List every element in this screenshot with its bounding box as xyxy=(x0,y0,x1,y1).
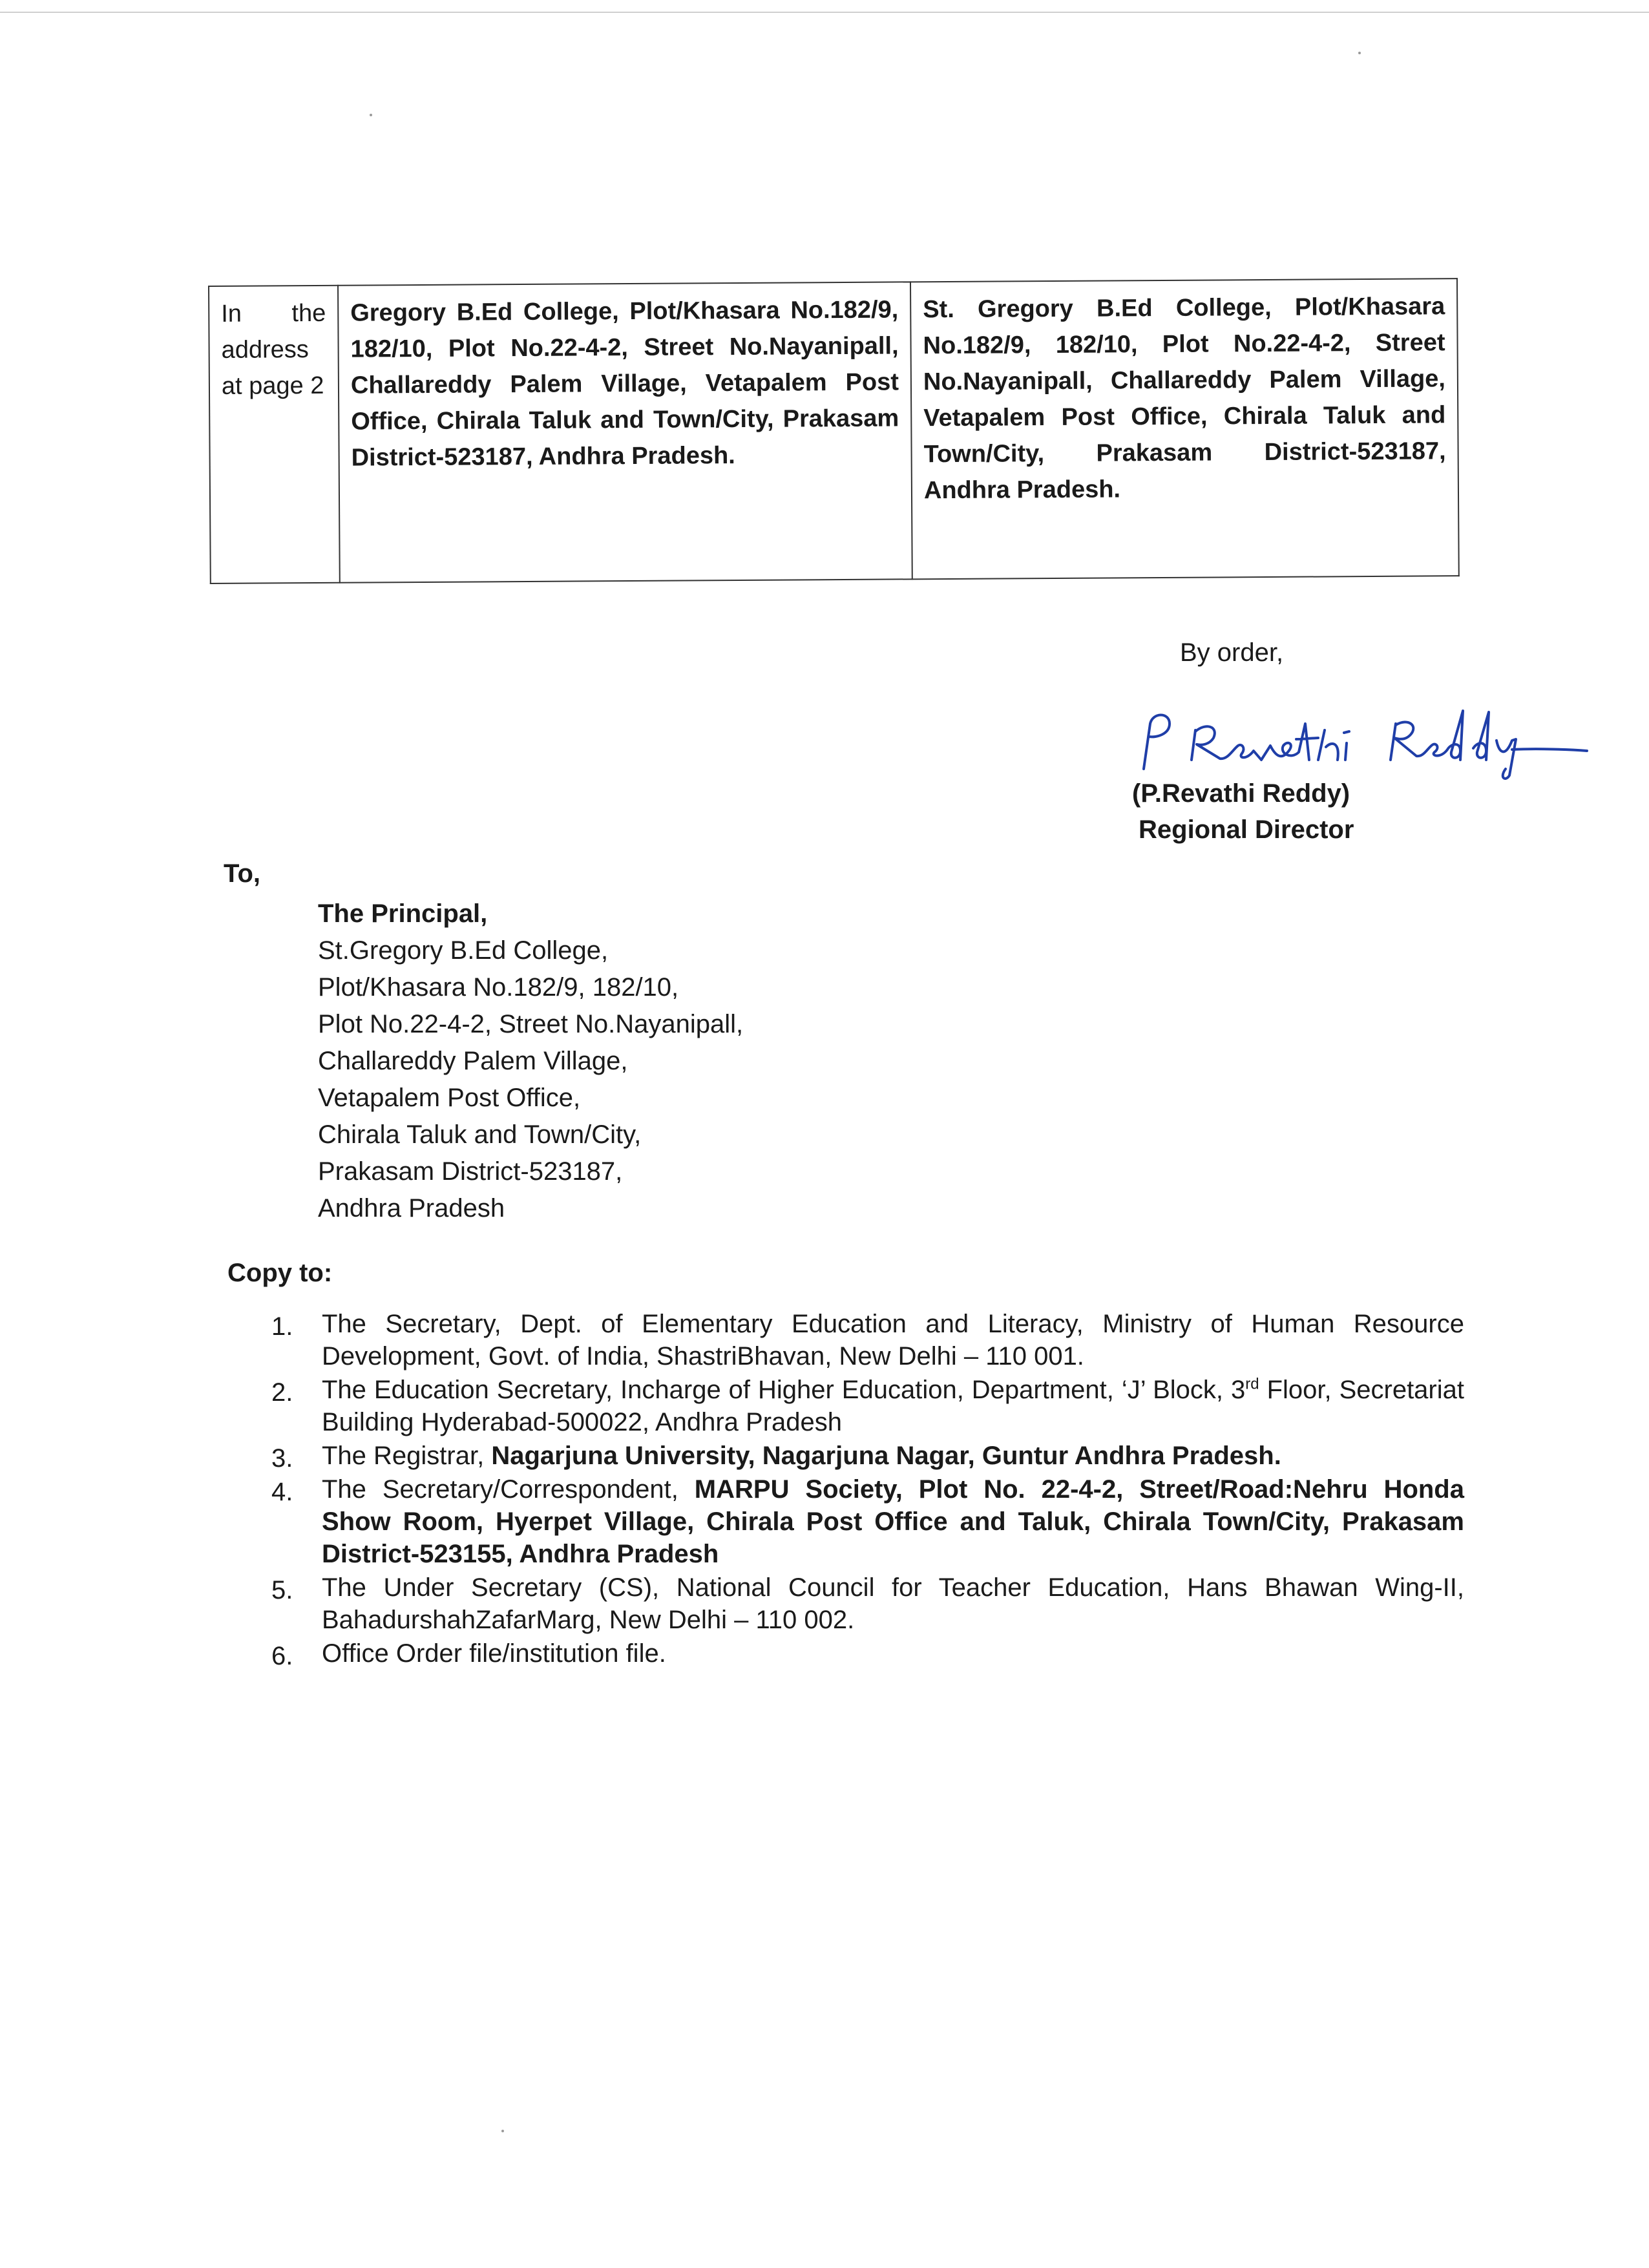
list-item-number: 2. xyxy=(271,1378,293,1407)
list-item-text: The Secretary, Dept. of Elementary Education and Literacy, Ministry of Human Resource Development, Govt. of India, ShastriBhavan, New Delhi – 110 001. xyxy=(322,1310,1464,1370)
list-item xyxy=(271,1440,1464,1472)
list-item xyxy=(271,1374,1464,1438)
list-item-text: The Registrar, xyxy=(322,1442,492,1470)
list-item-number: 1. xyxy=(271,1312,293,1341)
by-order-text: By order, xyxy=(1180,638,1284,667)
addressee-block xyxy=(318,896,743,1227)
address-line: St.Gregory B.Ed College, xyxy=(318,936,609,965)
list-item-number: 5. xyxy=(271,1576,293,1604)
scan-top-edge xyxy=(0,12,1649,13)
signatory-designation: Regional Director xyxy=(1139,815,1354,844)
handwritten-signature xyxy=(1124,698,1590,782)
list-item xyxy=(271,1637,1464,1670)
scan-speck xyxy=(1358,52,1361,54)
scan-speck xyxy=(370,114,372,116)
copy-to-label: Copy to: xyxy=(227,1259,333,1287)
list-item-text: The Under Secretary (CS), National Council for Teacher Education, Hans Bhawan Wing-II, BahadurshahZafarMarg, New Delhi – 110 002. xyxy=(322,1573,1464,1634)
list-item xyxy=(271,1308,1464,1372)
to-label: To, xyxy=(224,859,261,888)
original-address-cell: Gregory B.Ed College, Plot/Khasara No.182/9, 182/10, Plot No.22-4-2, Street No.Nayanipall, Challareddy Palem Village, Vetapalem Post Office, Chirala Taluk and Town/City, Prakasam District-523187, Andhra Pradesh. xyxy=(338,282,912,582)
address-line: Plot/Khasara No.182/9, 182/10, xyxy=(318,973,679,1002)
list-item xyxy=(271,1473,1464,1570)
list-item-bold-text: Nagarjuna University, Nagarjuna Nagar, Guntur Andhra Pradesh. xyxy=(491,1442,1281,1470)
address-line: Prakasam District-523187, xyxy=(318,1157,623,1186)
list-item-text: Floor, Secretariat Building Hyderabad-500022, Andhra Pradesh xyxy=(322,1376,1464,1436)
correction-location-cell: In the address at page 2 xyxy=(209,286,340,583)
scan-speck xyxy=(501,2130,504,2132)
correction-table xyxy=(208,278,1460,584)
list-item-number: 3. xyxy=(271,1444,293,1473)
list-item-number: 4. xyxy=(271,1478,293,1506)
corrected-address-cell: St. Gregory B.Ed College, Plot/Khasara No.182/9, 182/10, Plot No.22-4-2, Street No.Nayanipall, Challareddy Palem Village, Vetapalem Post Office, Chirala Taluk and Town/City, Prakasam District-523187, Andhra Pradesh. xyxy=(910,278,1459,579)
address-line: Andhra Pradesh xyxy=(318,1194,505,1223)
list-item-bold-text: MARPU Society, Plot No. 22-4-2, Street/Road:Nehru Honda Show Room, Hyerpet Village, Chirala Post Office and Taluk, Chirala Town/City, Prakasam District-523155, Andhra Pradesh xyxy=(322,1475,1464,1568)
address-line: Chirala Taluk and Town/City, xyxy=(318,1120,642,1149)
address-line: Challareddy Palem Village, xyxy=(318,1047,628,1075)
list-item-number: 6. xyxy=(271,1642,293,1670)
signatory-name: (P.Revathi Reddy) xyxy=(1132,779,1350,808)
list-item xyxy=(271,1571,1464,1636)
addressee-title: The Principal, xyxy=(318,899,488,928)
list-item-text: The Education Secretary, Incharge of Higher Education, Department, ‘J’ Block, 3 xyxy=(322,1376,1246,1404)
list-item-text: The Secretary/Correspondent, xyxy=(322,1475,695,1504)
ordinal-suffix: rd xyxy=(1245,1375,1259,1393)
copy-to-list xyxy=(271,1308,1464,1671)
list-item-text: Office Order file/institution file. xyxy=(322,1639,666,1668)
address-line: Vetapalem Post Office, xyxy=(318,1084,581,1112)
table-row xyxy=(209,278,1459,583)
address-line: Plot No.22-4-2, Street No.Nayanipall, xyxy=(318,1010,744,1038)
